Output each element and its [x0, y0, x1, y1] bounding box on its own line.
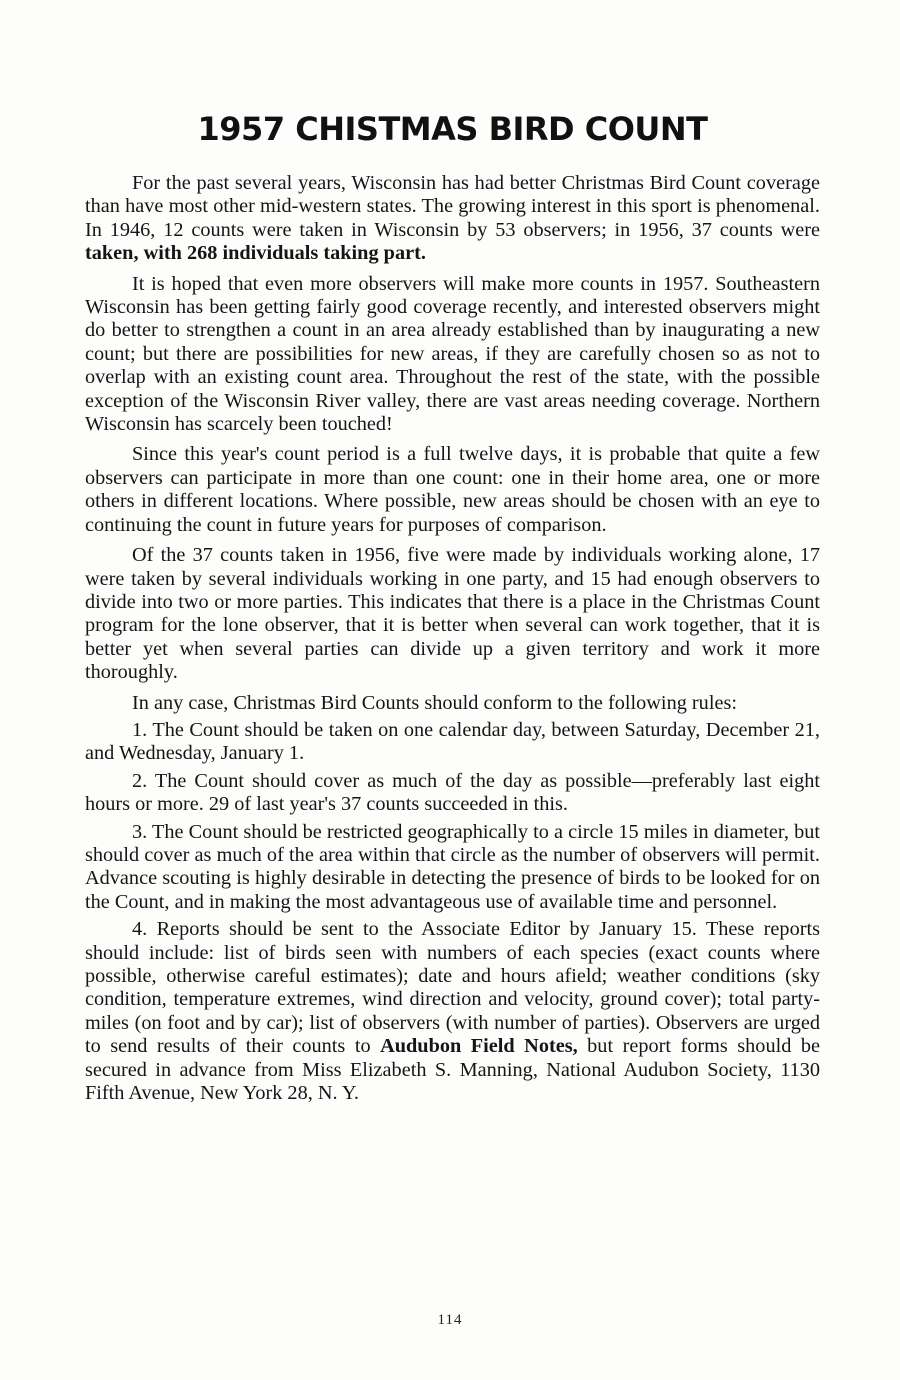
page-number: 114 — [437, 1312, 463, 1328]
paragraph-count-period: Since this year's count period is a full twelve days, it is probable that quite a few observers can participate in more than one count: one in their home area, one or more others in different locations. Where possible, new areas should be chosen with an eye to continuing the count in future years for purposes of comparison. — [85, 443, 820, 536]
paragraph-1956-stats: Of the 37 counts taken in 1956, five were made by individuals working alone, 17 were taken by several individuals working in one party, and 15 had enough observers to divide into two or more parties. This indicates that there is a place in the Christmas Count program for the lone observer, that it is better when several can work together, that it is better yet when several parties can divide up a given territory and work it more thoroughly. — [85, 544, 820, 684]
rule-item-4 — [85, 918, 820, 1105]
article-title: 1957 CHISTMAS BIRD COUNT — [197, 110, 708, 148]
rule-item-2: 2. The Count should cover as much of the day as possible—preferably last eight hours or more. 29 of last year's 37 counts succeeded in this. — [85, 769, 820, 816]
rule-item-1: 1. The Count should be taken on one calendar day, between Saturday, December 21, and Wednesday, January 1. — [85, 718, 820, 765]
rule-item-3: 3. The Count should be restricted geographically to a circle 15 miles in diameter, but should cover as much of the area within that circle as the number of observers will permit. Advance scouting is highly desirable in detecting the presence of birds to be looked for on the Count, and in making the most advantageous use of available time and personnel. — [85, 820, 820, 913]
rule-item-4-text: 4. Reports should be sent to the Associate Editor by January 15. These reports should include: list of birds seen with numbers of each species (exact counts where possible, otherwise careful estimates); date and hours afield; weather conditions (sky condition, temperature extremes, wind direction and velocity, ground cover); total party-miles (on foot and by car); list of observers (with number of parties). Observers are urged to send results of their counts to — [85, 918, 820, 1058]
article-body — [85, 172, 820, 1112]
paragraph-rules-intro: In any case, Christmas Bird Counts should conform to the following rules: — [132, 691, 737, 714]
paragraph-coverage: It is hoped that even more observers will make more counts in 1957. Southeastern Wisconsin has been getting fairly good coverage recently, and interested observers might do better to strengthen a count in an area already established than by inaugurating a new count; but there are possibilities for new areas, if they are carefully chosen so as not to overlap with an existing count area. Throughout the rest of the state, with the possible exception of the Wisconsin River valley, there are vast areas needing coverage. Northern Wisconsin has scarcely been touched! — [85, 272, 820, 436]
rule-item-4-tail: but report forms should be secured in advance from Miss Elizabeth S. Manning, National Audubon Society, 1130 Fifth Avenue, New York 28, N. Y. — [85, 1035, 820, 1105]
paragraph-intro-text: For the past several years, Wisconsin has had better Christmas Bird Count coverage than have most other mid-western states. The growing interest in this sport is phenomenal. In 1946, 12 counts were taken in Wisconsin by 53 observers; in 1956, 37 counts were — [85, 172, 820, 241]
paragraph-intro-bold: taken, with 268 individuals taking part. — [85, 242, 426, 265]
rule-item-4-bold: Audubon Field Notes, — [380, 1035, 578, 1058]
paragraph-intro — [85, 172, 820, 266]
